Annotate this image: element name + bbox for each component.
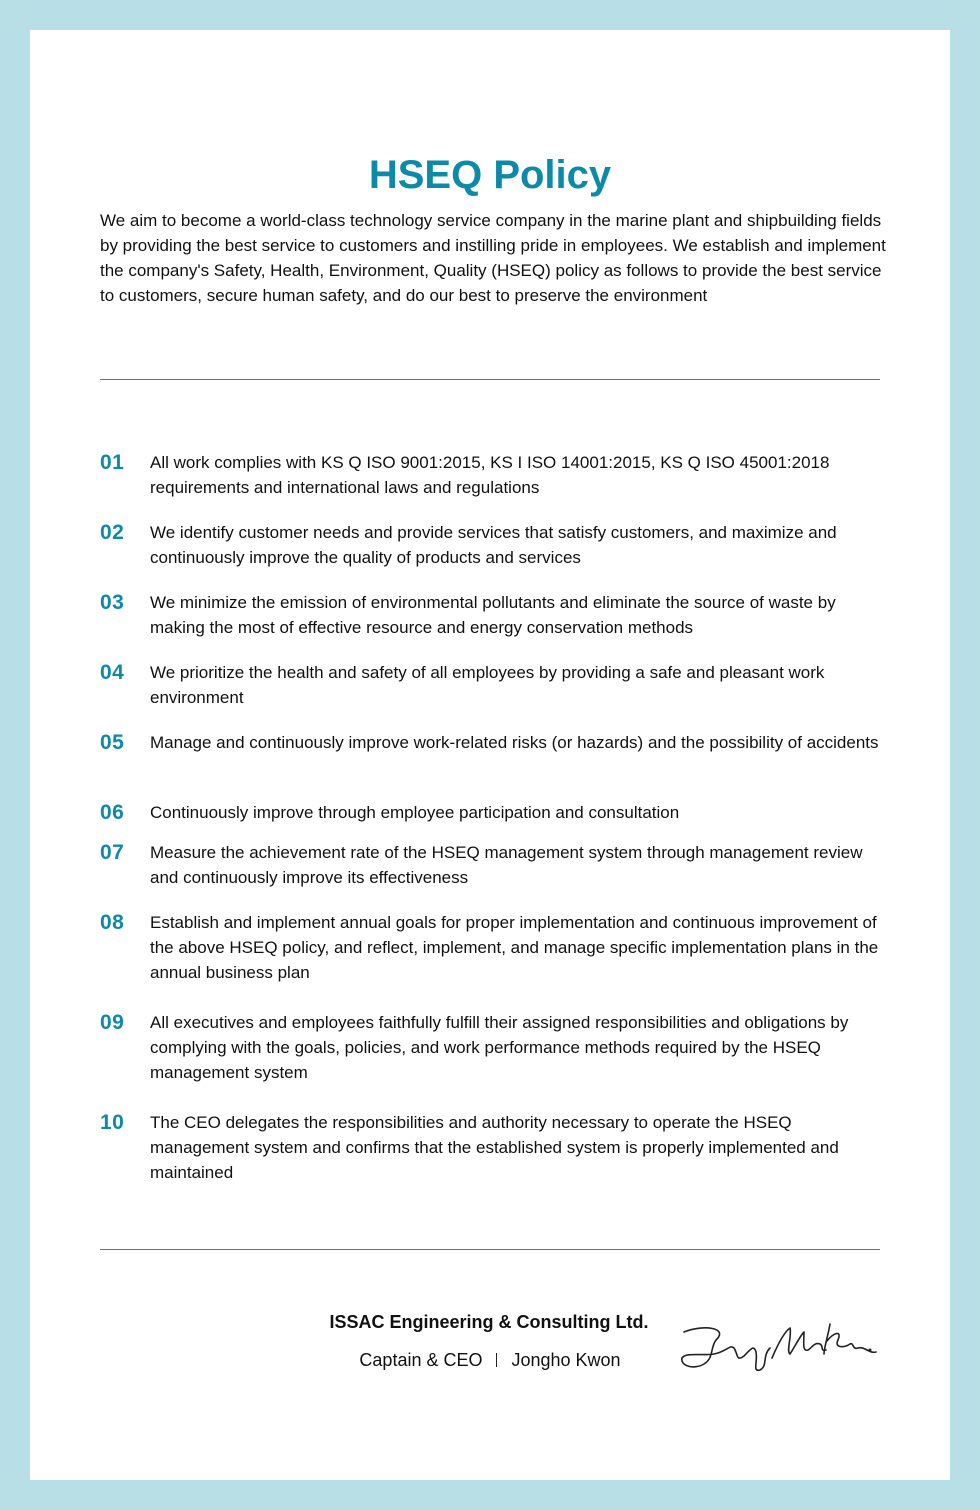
policy-item-number: 07 (100, 841, 125, 864)
intro-paragraph: We aim to become a world-class technology service company in the marine plant and shipbuilding fields by providing the best service to customers and instilling pride in employees. We establish and implement the company's Safety, Health, Environment, Quality (HSEQ) policy as follows to provide the best service to customers, secure human safety, and do our best to preserve the environment (100, 211, 886, 305)
policy-item-text: The CEO delegates the responsibilities and authority necessary to operate the HSEQ management system and confirms that the established system is properly implemented and maintained (150, 1113, 839, 1182)
policy-item-number: 03 (100, 591, 125, 614)
signature-image (674, 1318, 884, 1380)
company-name: ISSAC Engineering & Consulting Ltd. (329, 1312, 649, 1332)
ceo-position: Captain & CEO (359, 1350, 483, 1370)
policy-item-text: All work complies with KS Q ISO 9001:2015, KS I ISO 14001:2015, KS Q ISO 45001:2018 requirements and international laws and regulations (150, 453, 830, 497)
policy-item-number: 08 (100, 911, 125, 934)
top-divider (100, 379, 880, 380)
policy-item-text: We prioritize the health and safety of all employees by providing a safe and pleasant work environment (150, 663, 825, 707)
policy-item-text: We identify customer needs and provide services that satisfy customers, and maximize and continuously improve the quality of products and services (150, 523, 837, 567)
policy-item-number: 06 (100, 801, 125, 824)
policy-item-number: 09 (100, 1011, 125, 1034)
policy-item-text: We minimize the emission of environmental pollutants and eliminate the source of waste by making the most of effective resource and energy conservation methods (150, 593, 836, 637)
policy-card (30, 30, 950, 1480)
policy-item-number: 04 (100, 661, 125, 684)
policy-item-number: 05 (100, 731, 125, 754)
policy-item-text: Manage and continuously improve work-related risks (or hazards) and the possibility of accidents (150, 733, 879, 752)
policy-item-text: Establish and implement annual goals for proper implementation and continuous improvement of the above HSEQ policy, and reflect, implement, and manage specific implementation plans in the annual business plan (150, 913, 879, 982)
policy-item-text: Measure the achievement rate of the HSEQ management system through management review and continuously improve its effectiveness (150, 843, 863, 887)
policy-item-number: 02 (100, 521, 125, 544)
policy-item-text: Continuously improve through employee participation and consultation (150, 803, 680, 822)
policy-item-number: 01 (100, 451, 125, 474)
separator (496, 1353, 497, 1367)
ceo-line (310, 1347, 670, 1373)
bottom-divider (100, 1249, 880, 1250)
policy-item-text: All executives and employees faithfully fulfill their assigned responsibilities and obligations by complying with the goals, policies, and work performance methods required by the HSEQ management system (150, 1013, 849, 1082)
page-title: HSEQ Policy (368, 153, 612, 197)
policy-item-number: 10 (100, 1111, 125, 1134)
ceo-name: Jongho Kwon (511, 1350, 621, 1370)
